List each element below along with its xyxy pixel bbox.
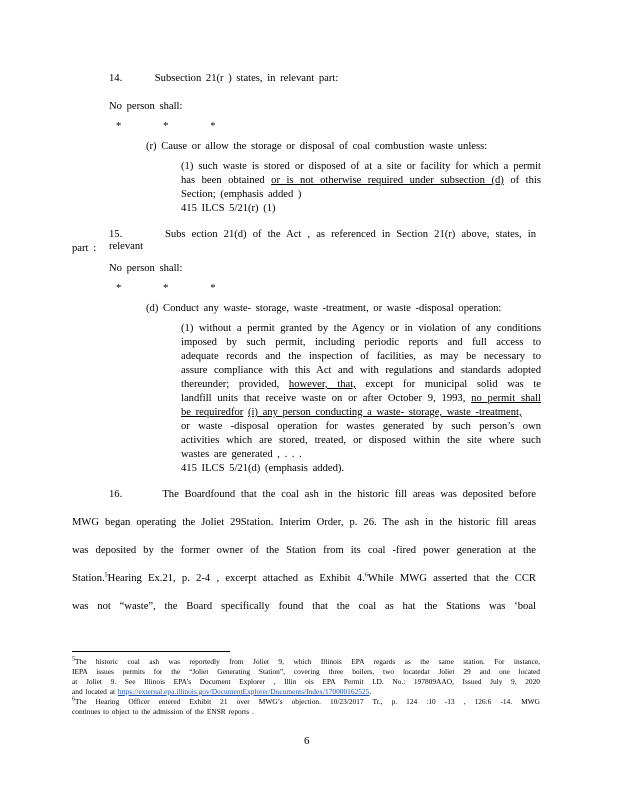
para-14-heading: 14. Subsection 21(r ) states, in relevant part: — [109, 73, 339, 84]
para-15-citation: 415 ILCS 5/21(d) (emphasis added). — [181, 463, 345, 474]
footnote-5-mark: 5 — [72, 656, 75, 663]
quote-emphasis: be requiredfor — [181, 407, 244, 418]
para-14-citation: 415 ILCS 5/21(r) (1) — [181, 203, 276, 214]
para-15-quote-line-1: (1) without a permit granted by the Agency or in violation of any conditions — [181, 323, 541, 334]
quote-emphasis: or is not otherwise required under subsection (d) — [271, 175, 504, 186]
body-text: Station. — [72, 573, 105, 584]
para-14-no-person: No person shall: — [109, 101, 183, 112]
document-explorer-link[interactable]: https://external.epa.illinois.gov/DocumentExplorer/Documents/Index/170000162525 — [117, 687, 370, 696]
para-15-quote-line-6 — [181, 393, 541, 405]
para-16-line-4 — [72, 573, 536, 585]
quote-emphasis: no permit shall — [471, 393, 541, 404]
para-15-quote-line-5 — [181, 379, 541, 391]
para-15-quote-line-3: adequate records and the inspection of facilities, as may be necessary to — [181, 351, 541, 362]
quote-text: of this — [510, 175, 541, 186]
para-15-stars: * * * — [116, 283, 216, 294]
footnote-text: . — [369, 687, 372, 696]
para-15-quote-line-8: or waste -disposal operation for wastes generated by such person’s own — [181, 421, 541, 432]
footnote-6-line-2: continues to object to the admission of the ENSR reports . — [72, 707, 254, 716]
para-15-heading-cont: part : — [72, 243, 97, 254]
para-14-quote-line-1: (1) such waste is stored or disposed of at a site or facility for which a permit — [181, 161, 541, 172]
footnote-ref-5[interactable]: 5 — [104, 572, 108, 579]
footnote-text: and located at — [72, 687, 116, 696]
para-14-quote-line-2 — [181, 175, 541, 187]
footnote-6-mark: 6 — [72, 696, 75, 703]
para-16-line-1: 16. The Boardfound that the coal ash in the historic fill areas was deposited before — [109, 489, 536, 500]
para-16-line-2: MWG began operating the Joliet 29Station. Interim Order, p. 26. The ash in the historic fill areas — [72, 517, 536, 528]
footnote-ref-6[interactable]: 6 — [364, 572, 368, 579]
footnote-5-line-2: IEPA issues permits for the “Joliet Generating Station”, covering three boilers, two locatedat Joliet 29 and one located — [72, 667, 540, 676]
page-number: 6 — [304, 735, 310, 747]
body-text: Hearing Ex.21, p. 2-4 , excerpt attached as Exhibit 4. — [107, 573, 365, 584]
para-15-quote-line-10: wastes are generated , . . . — [181, 449, 302, 460]
para-15-quote-line-4: assure compliance with this Act and with regulations and standards adopted — [181, 365, 541, 376]
para-15-heading: 15. Subs ection 21(d) of the Act , as referenced in Section 21(r) above, states, in relevant — [109, 229, 536, 252]
footnote-5-line-4 — [72, 687, 371, 696]
quote-text: except for municipal solid was te — [365, 379, 542, 390]
quote-emphasis: however, that, — [288, 379, 356, 390]
footnote-5-line-3: at Joliet 9. See Illinois EPA’s Document Explorer , Illin ois EPA Permit I.D. No.: 197809AAO, Issued July 9, 2020 — [72, 677, 540, 686]
para-15-quote-line-2: imposed by such permit, including periodic reports and full access to — [181, 337, 541, 348]
footnote-6-line-1 — [72, 697, 540, 706]
para-15-no-person: No person shall: — [109, 263, 183, 274]
para-16-line-3: was deposited by the former owner of the Station from its coal -fired power generation at the — [72, 545, 536, 556]
para-14-clause: (r) Cause or allow the storage or disposal of coal combustion waste unless: — [146, 141, 488, 152]
quote-text: thereunder; provided, — [181, 379, 280, 390]
para-14-quote-line-3: Section; (emphasis added ) — [181, 189, 302, 200]
quote-text: has been obtained — [181, 175, 265, 186]
footnote-5-line-1 — [72, 657, 540, 666]
footnote-text: The Hearing Officer entered Exhibit 21 over MWG’s objection. 10/23/2017 Tr., p. 124 :10 -13 , 126:6 -14. MWG — [75, 697, 540, 706]
quote-text: landfill units that receive waste on or after October 9, 1993, — [181, 393, 466, 404]
para-14-stars: * * * — [116, 121, 216, 132]
para-15-quote-line-7 — [181, 407, 541, 419]
footnote-separator — [72, 651, 230, 652]
body-text: While MWG asserted that the CCR — [367, 573, 536, 584]
quote-emphasis: (i) any person conducting a waste- storage, waste -treatment, — [247, 407, 522, 418]
para-16-line-5: was not “waste”, the Board specifically found that the coal as hat the Stations was ‘boal — [72, 601, 536, 612]
para-15-quote-line-9: activities which are stored, treated, or disposed within the site where such — [181, 435, 541, 446]
footnote-text: The historic coal ash was reportedly from Joliet 9, which Illinois EPA regards as the same station. For instance, — [75, 657, 540, 666]
para-15-clause: (d) Conduct any waste- storage, waste -treatment, or waste -disposal operation: — [146, 303, 502, 314]
